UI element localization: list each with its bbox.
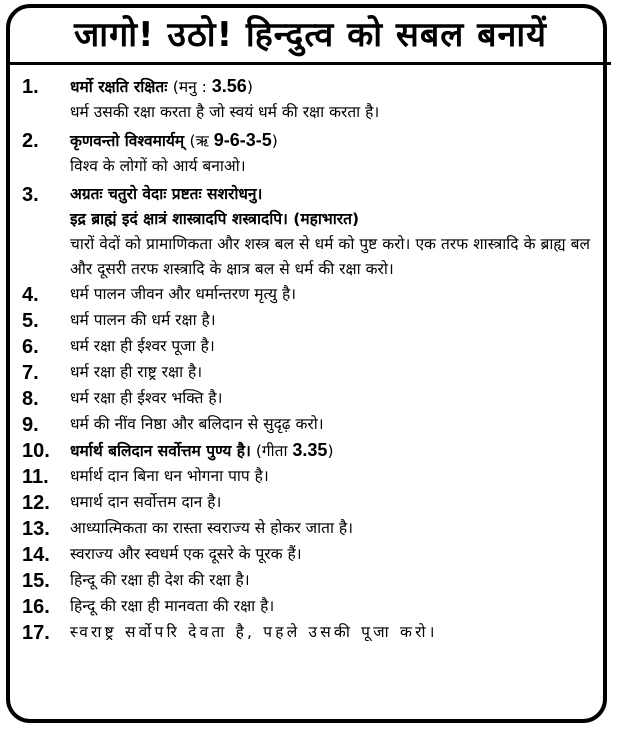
source-ref-suffix: ) <box>246 78 253 96</box>
item-text: धर्मार्थ दान बिना धन भोगना पाप है। <box>70 467 269 485</box>
sanskrit-quote: कृणवन्तो विश्वमार्यम् <box>70 132 185 150</box>
item-text: हिन्दू की रक्षा ही मानवता की रक्षा है। <box>70 597 275 615</box>
item-number: 9. <box>22 414 39 436</box>
item-number: 8. <box>22 388 39 410</box>
item-number: 10. <box>22 440 50 462</box>
item-text: धर्म पालन की धर्म रक्षा है। <box>70 311 216 329</box>
source-ref-prefix: (गीता <box>250 442 293 460</box>
item-text: स्वराज्य और स्वधर्म एक दूसरे के पूरक हैं। <box>70 545 302 563</box>
item-number: 16. <box>22 596 50 618</box>
list-item-9 <box>14 412 590 438</box>
sanskrit-quote: धर्मो रक्षति रक्षितः <box>70 78 168 96</box>
list-item-13 <box>14 516 590 542</box>
list-item-4 <box>14 282 590 308</box>
item-text: विश्व के लोगों को आर्य बनाओ। <box>70 157 246 175</box>
item-number: 11. <box>22 466 49 488</box>
item-text: धमार्थ दान सर्वोत्तम दान है। <box>70 493 222 511</box>
item-heading <box>70 74 590 100</box>
item-text: धर्म रक्षा ही ईश्वर भक्ति है। <box>70 389 223 407</box>
item-number: 14. <box>22 544 50 566</box>
list-item-1 <box>14 74 590 125</box>
item-number: 6. <box>22 336 39 358</box>
item-number: 15. <box>22 570 50 592</box>
item-number: 4. <box>22 284 39 306</box>
page-title: जागो! उठो! हिन्दुत्व को सबल बनायें <box>74 15 547 55</box>
item-heading-2 <box>70 207 590 232</box>
source-ref: (महाभारत) <box>287 210 360 228</box>
item-text: हिन्दू की रक्षा ही देश की रक्षा है। <box>70 571 250 589</box>
item-number: 1. <box>22 76 39 98</box>
source-ref-number: 9-6-3-5 <box>213 130 272 150</box>
item-number: 2. <box>22 130 39 152</box>
item-text: स्वराष्ट्र सर्वोपरि देवता है, पहले उसकी पूजा करो। <box>70 623 438 641</box>
source-ref-number: 3.35 <box>292 440 328 460</box>
list-item-12 <box>14 490 590 516</box>
item-text: धर्म पालन जीवन और धर्मान्तरण मृत्यु है। <box>70 285 297 303</box>
source-ref-suffix: ) <box>271 132 278 150</box>
item-text: धर्म की नींव निष्ठा और बलिदान से सुदृढ़ करो। <box>70 415 324 433</box>
list-item-10 <box>14 438 590 464</box>
list-item-7 <box>14 360 590 386</box>
list-item-5 <box>14 308 590 334</box>
item-number: 17. <box>22 622 50 644</box>
list-item-6 <box>14 334 590 360</box>
item-text: चारों वेदों को प्रामाणिकता और शस्त्र बल से धर्म को पुष्ट करो। एक तरफ शास्त्रादि के ब्राह्य बल और दूसरी तरफ शस्त्रादि के क्षात्र बल से धर्म की रक्षा करो। <box>70 235 590 278</box>
list-item-17 <box>14 620 590 646</box>
source-ref-prefix: (मनु : <box>172 78 212 96</box>
list-item-11 <box>14 464 590 490</box>
list-item-16 <box>14 594 590 620</box>
item-text: धर्म उसकी रक्षा करता है जो स्वयं धर्म की रक्षा करता है। <box>70 103 380 121</box>
item-number: 12. <box>22 492 50 514</box>
principles-list <box>14 74 590 646</box>
list-item-2 <box>14 128 590 179</box>
list-item-3 <box>14 182 590 282</box>
list-item-8 <box>14 386 590 412</box>
list-item-14 <box>14 542 590 568</box>
item-text: धर्म रक्षा ही ईश्वर पूजा है। <box>70 337 215 355</box>
title-divider <box>10 62 611 65</box>
list-item-15 <box>14 568 590 594</box>
item-number: 7. <box>22 362 39 384</box>
item-number: 13. <box>22 518 50 540</box>
item-text: आध्यात्मिकता का रास्ता स्वराज्य से होकर जाता है। <box>70 519 354 537</box>
source-ref-suffix: ) <box>327 442 334 460</box>
item-heading <box>70 438 590 464</box>
sanskrit-quote: इद्र ब्राह्मं इदं क्षात्रं शास्त्रादपि शस्त्रादपि। <box>70 210 288 228</box>
item-heading: अग्रतः चतुरो वेदाः प्रष्टतः सशरोधनु। <box>70 185 263 203</box>
sanskrit-quote: धर्मार्थ बलिदान सर्वोत्तम पुण्य है। <box>70 442 251 460</box>
item-text: धर्म रक्षा ही राष्ट्र रक्षा है। <box>70 363 203 381</box>
item-number: 3. <box>22 184 39 206</box>
item-heading <box>70 128 590 154</box>
source-ref-number: 3.56 <box>211 76 247 96</box>
source-ref-prefix: (ऋ <box>189 132 214 150</box>
item-number: 5. <box>22 310 39 332</box>
